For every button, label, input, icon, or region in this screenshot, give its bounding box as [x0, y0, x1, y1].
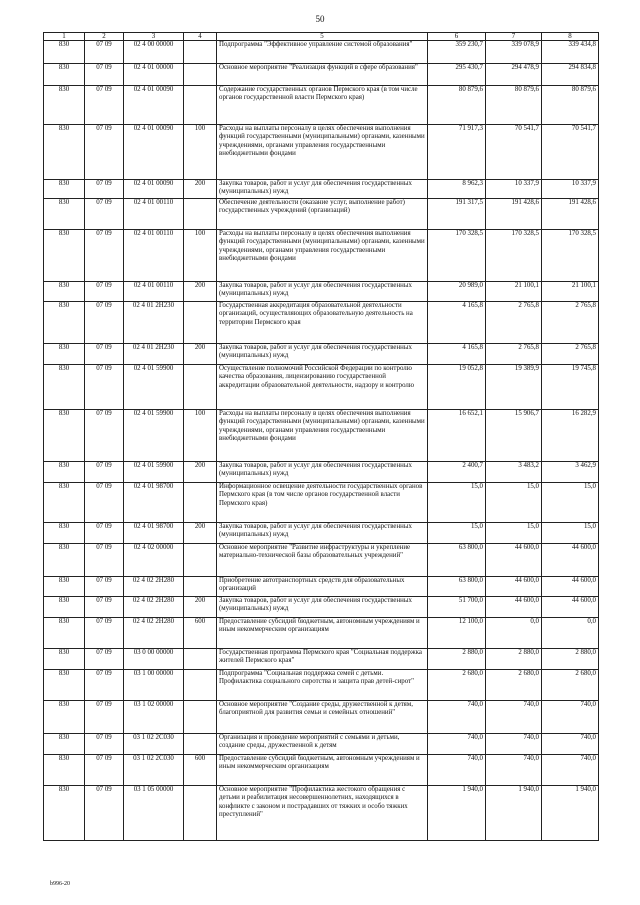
col-header-2: 2 — [85, 33, 124, 41]
amount-col8-cell: 0,0 — [542, 618, 599, 649]
item-name-cell: Закупка товаров, работ и услуг для обеспечения государственных (муниципальных) нужд — [217, 344, 428, 365]
section-code-cell: 07 09 — [85, 670, 124, 701]
header-row — [44, 33, 599, 41]
amount-col7-cell: 10 337,9 — [486, 180, 542, 199]
amount-col6-cell: 15,0 — [428, 523, 486, 544]
col-header-8: 8 — [542, 33, 599, 41]
expense-kind-cell: 200 — [184, 344, 217, 365]
amount-col6-cell: 1 940,0 — [428, 786, 486, 841]
section-code-cell: 07 09 — [85, 734, 124, 755]
table-row — [44, 462, 599, 483]
amount-col7-cell: 339 078,9 — [486, 41, 542, 64]
col-header-4: 4 — [184, 33, 217, 41]
expense-kind-cell — [184, 41, 217, 64]
amount-col8-cell: 740,0 — [542, 755, 599, 786]
item-name-cell: Содержание государственных органов Пермского края (в том числе органов государственной власти Пермского края) — [217, 86, 428, 125]
admin-code-cell: 830 — [44, 649, 85, 670]
amount-col8-cell: 44 600,0 — [542, 597, 599, 618]
target-article-cell: 03 1 05 00000 — [124, 786, 184, 841]
amount-col6-cell: 8 962,3 — [428, 180, 486, 199]
amount-col8-cell: 15,0 — [542, 483, 599, 523]
admin-code-cell: 830 — [44, 523, 85, 544]
admin-code-cell: 830 — [44, 64, 85, 86]
item-name-cell: Государственная программа Пермского края "Социальная поддержка жителей Пермского края" — [217, 649, 428, 670]
amount-col7-cell: 3 483,2 — [486, 462, 542, 483]
amount-col8-cell: 2 880,0 — [542, 649, 599, 670]
admin-code-cell: 830 — [44, 180, 85, 199]
expense-kind-cell — [184, 302, 217, 344]
amount-col7-cell: 44 600,0 — [486, 597, 542, 618]
expense-kind-cell: 100 — [184, 230, 217, 282]
target-article-cell: 02 4 01 00110 — [124, 199, 184, 230]
target-article-cell: 02 4 01 59900 — [124, 410, 184, 462]
amount-col7-cell: 19 389,9 — [486, 365, 542, 410]
amount-col7-cell: 70 541,7 — [486, 125, 542, 180]
item-name-cell: Основное мероприятие "Реализация функций в сфере образования" — [217, 64, 428, 86]
section-code-cell: 07 09 — [85, 523, 124, 544]
table-row — [44, 365, 599, 410]
admin-code-cell: 830 — [44, 577, 85, 597]
section-code-cell: 07 09 — [85, 365, 124, 410]
target-article-cell: 03 1 02 2С030 — [124, 734, 184, 755]
admin-code-cell: 830 — [44, 302, 85, 344]
amount-col6-cell: 51 700,0 — [428, 597, 486, 618]
footer-code: b996-20 — [50, 881, 70, 887]
col-header-6: 6 — [428, 33, 486, 41]
amount-col8-cell: 2 765,8 — [542, 344, 599, 365]
amount-col7-cell: 15,0 — [486, 483, 542, 523]
amount-col6-cell: 2 680,0 — [428, 670, 486, 701]
amount-col7-cell: 2 765,8 — [486, 344, 542, 365]
amount-col6-cell: 12 100,0 — [428, 618, 486, 649]
amount-col7-cell: 0,0 — [486, 618, 542, 649]
table-row — [44, 344, 599, 365]
table-row — [44, 701, 599, 734]
section-code-cell: 07 09 — [85, 199, 124, 230]
item-name-cell: Обеспечение деятельности (оказание услуг, выполнение работ) государственных учреждений (организаций) — [217, 199, 428, 230]
table-row — [44, 523, 599, 544]
amount-col6-cell: 63 800,0 — [428, 577, 486, 597]
table-row — [44, 282, 599, 302]
item-name-cell: Закупка товаров, работ и услуг для обеспечения государственных (муниципальных) нужд — [217, 523, 428, 544]
target-article-cell: 02 4 01 00110 — [124, 230, 184, 282]
expense-kind-cell: 200 — [184, 462, 217, 483]
amount-col7-cell: 15,0 — [486, 523, 542, 544]
target-article-cell: 03 1 02 00000 — [124, 701, 184, 734]
table-row — [44, 755, 599, 786]
target-article-cell: 02 4 01 59900 — [124, 462, 184, 483]
amount-col7-cell: 2 765,8 — [486, 302, 542, 344]
target-article-cell: 02 4 01 00090 — [124, 86, 184, 125]
admin-code-cell: 830 — [44, 86, 85, 125]
table-row — [44, 670, 599, 701]
expense-kind-cell — [184, 199, 217, 230]
table-row — [44, 86, 599, 125]
item-name-cell: Основное мероприятие "Профилактика жестокого обращения с детьми и реабилитация несовершеннолетних, находящихся в конфликте с законом и пострадавших от тяжких и особо тяжких преступлений" — [217, 786, 428, 841]
expense-kind-cell — [184, 64, 217, 86]
expense-kind-cell — [184, 649, 217, 670]
section-code-cell: 07 09 — [85, 649, 124, 670]
admin-code-cell: 830 — [44, 483, 85, 523]
amount-col8-cell: 170 328,5 — [542, 230, 599, 282]
target-article-cell: 03 1 00 00000 — [124, 670, 184, 701]
target-article-cell: 02 4 01 00110 — [124, 282, 184, 302]
table-body — [44, 41, 599, 841]
amount-col7-cell: 740,0 — [486, 734, 542, 755]
admin-code-cell: 830 — [44, 365, 85, 410]
amount-col7-cell: 191 428,6 — [486, 199, 542, 230]
amount-col8-cell: 80 879,6 — [542, 86, 599, 125]
target-article-cell: 02 4 02 2Н280 — [124, 618, 184, 649]
target-article-cell: 03 0 00 00000 — [124, 649, 184, 670]
col-header-1: 1 — [44, 33, 85, 41]
expense-kind-cell: 100 — [184, 125, 217, 180]
admin-code-cell: 830 — [44, 282, 85, 302]
item-name-cell: Основное мероприятие "Создание среды, дружественной к детям, благоприятной для развития семьи и семейных отношений" — [217, 701, 428, 734]
target-article-cell: 02 4 01 00000 — [124, 64, 184, 86]
table-row — [44, 618, 599, 649]
section-code-cell: 07 09 — [85, 577, 124, 597]
section-code-cell: 07 09 — [85, 282, 124, 302]
amount-col6-cell: 63 800,0 — [428, 544, 486, 577]
expense-kind-cell — [184, 544, 217, 577]
amount-col8-cell: 2 765,8 — [542, 302, 599, 344]
section-code-cell: 07 09 — [85, 483, 124, 523]
table-row — [44, 41, 599, 64]
amount-col8-cell: 740,0 — [542, 734, 599, 755]
target-article-cell: 02 4 02 2Н280 — [124, 597, 184, 618]
admin-code-cell: 830 — [44, 755, 85, 786]
amount-col8-cell: 16 282,9 — [542, 410, 599, 462]
amount-col7-cell: 21 100,1 — [486, 282, 542, 302]
item-name-cell: Расходы на выплаты персоналу в целях обеспечения выполнения функций государственными (муниципальными) органами, казенными учреждениями, органами управления государственными внебюджетными фондами — [217, 125, 428, 180]
page-number: 50 — [315, 14, 325, 24]
expense-kind-cell: 600 — [184, 755, 217, 786]
amount-col6-cell: 740,0 — [428, 734, 486, 755]
expense-kind-cell: 200 — [184, 597, 217, 618]
item-name-cell: Основное мероприятие "Развитие инфраструктуры и укрепление материально-технической базы образовательных учреждений" — [217, 544, 428, 577]
item-name-cell: Закупка товаров, работ и услуг для обеспечения государственных (муниципальных) нужд — [217, 597, 428, 618]
amount-col7-cell: 15 906,7 — [486, 410, 542, 462]
admin-code-cell: 830 — [44, 344, 85, 365]
expense-kind-cell — [184, 86, 217, 125]
expense-kind-cell: 100 — [184, 410, 217, 462]
amount-col6-cell: 740,0 — [428, 701, 486, 734]
admin-code-cell: 830 — [44, 462, 85, 483]
amount-col6-cell: 2 400,7 — [428, 462, 486, 483]
amount-col6-cell: 16 652,1 — [428, 410, 486, 462]
amount-col7-cell: 294 478,9 — [486, 64, 542, 86]
table-row — [44, 544, 599, 577]
expense-kind-cell: 600 — [184, 618, 217, 649]
admin-code-cell: 830 — [44, 230, 85, 282]
col-header-5: 5 — [217, 33, 428, 41]
amount-col6-cell: 71 917,3 — [428, 125, 486, 180]
table-row — [44, 786, 599, 841]
section-code-cell: 07 09 — [85, 462, 124, 483]
section-code-cell: 07 09 — [85, 302, 124, 344]
item-name-cell: Расходы на выплаты персоналу в целях обеспечения выполнения функций государственными (муниципальными) органами, казенными учреждениями, органами управления государственными внебюджетными фондами — [217, 230, 428, 282]
item-name-cell: Закупка товаров, работ и услуг для обеспечения государственных (муниципальных) нужд — [217, 282, 428, 302]
section-code-cell: 07 09 — [85, 410, 124, 462]
section-code-cell: 07 09 — [85, 64, 124, 86]
amount-col8-cell: 15,0 — [542, 523, 599, 544]
item-name-cell: Закупка товаров, работ и услуг для обеспечения государственных (муниципальных) нужд — [217, 180, 428, 199]
amount-col6-cell: 19 052,8 — [428, 365, 486, 410]
section-code-cell: 07 09 — [85, 755, 124, 786]
item-name-cell: Предоставление субсидий бюджетным, автономным учреждениям и иным некоммерческим организациям — [217, 618, 428, 649]
amount-col6-cell: 15,0 — [428, 483, 486, 523]
amount-col7-cell: 44 600,0 — [486, 577, 542, 597]
col-header-3: 3 — [124, 33, 184, 41]
item-name-cell: Организация и проведение мероприятий с семьями и детьми, создание среды, дружественной к детям — [217, 734, 428, 755]
amount-col8-cell: 19 745,8 — [542, 365, 599, 410]
admin-code-cell: 830 — [44, 597, 85, 618]
target-article-cell: 02 4 01 98700 — [124, 523, 184, 544]
admin-code-cell: 830 — [44, 734, 85, 755]
section-code-cell: 07 09 — [85, 544, 124, 577]
section-code-cell: 07 09 — [85, 125, 124, 180]
amount-col8-cell: 1 940,0 — [542, 786, 599, 841]
expense-kind-cell — [184, 670, 217, 701]
amount-col6-cell: 359 230,7 — [428, 41, 486, 64]
amount-col7-cell: 44 600,0 — [486, 544, 542, 577]
col-header-7: 7 — [486, 33, 542, 41]
amount-col8-cell: 2 680,0 — [542, 670, 599, 701]
amount-col6-cell: 191 317,5 — [428, 199, 486, 230]
section-code-cell: 07 09 — [85, 618, 124, 649]
target-article-cell: 03 1 02 2С030 — [124, 755, 184, 786]
expense-kind-cell: 200 — [184, 282, 217, 302]
target-article-cell: 02 4 01 59900 — [124, 365, 184, 410]
target-article-cell: 02 4 01 00090 — [124, 125, 184, 180]
amount-col6-cell: 295 430,7 — [428, 64, 486, 86]
item-name-cell: Подпрограмма "Эффективное управление системой образования" — [217, 41, 428, 64]
expense-kind-cell — [184, 365, 217, 410]
amount-col8-cell: 740,0 — [542, 701, 599, 734]
amount-col8-cell: 339 434,8 — [542, 41, 599, 64]
table-row — [44, 64, 599, 86]
item-name-cell: Приобретение автотранспортных средств для образовательных организаций — [217, 577, 428, 597]
section-code-cell: 07 09 — [85, 786, 124, 841]
admin-code-cell: 830 — [44, 199, 85, 230]
section-code-cell: 07 09 — [85, 180, 124, 199]
table-row — [44, 649, 599, 670]
expense-kind-cell — [184, 786, 217, 841]
item-name-cell: Осуществление полномочий Российской Федерации по контролю качества образования, лицензированию государственной аккредитации образовательной деятельности, надзору и контролю — [217, 365, 428, 410]
item-name-cell: Информационное освещение деятельности государственных органов Пермского края (в том числе органов государственной власти Пермского края) — [217, 483, 428, 523]
amount-col7-cell: 1 940,0 — [486, 786, 542, 841]
section-code-cell: 07 09 — [85, 230, 124, 282]
amount-col6-cell: 4 165,8 — [428, 302, 486, 344]
item-name-cell: Закупка товаров, работ и услуг для обеспечения государственных (муниципальных) нужд — [217, 462, 428, 483]
table-row — [44, 125, 599, 180]
admin-code-cell: 830 — [44, 410, 85, 462]
item-name-cell: Государственная аккредитация образовательной деятельности организаций, осуществляющих образовательную деятельность на территории Пермского края — [217, 302, 428, 344]
section-code-cell: 07 09 — [85, 86, 124, 125]
admin-code-cell: 830 — [44, 544, 85, 577]
target-article-cell: 02 4 02 00000 — [124, 544, 184, 577]
admin-code-cell: 830 — [44, 670, 85, 701]
expense-kind-cell — [184, 577, 217, 597]
target-article-cell: 02 4 02 2Н280 — [124, 577, 184, 597]
admin-code-cell: 830 — [44, 41, 85, 64]
target-article-cell: 02 4 00 00000 — [124, 41, 184, 64]
amount-col6-cell: 2 880,0 — [428, 649, 486, 670]
amount-col6-cell: 740,0 — [428, 755, 486, 786]
expense-kind-cell: 200 — [184, 180, 217, 199]
amount-col8-cell: 10 337,9 — [542, 180, 599, 199]
admin-code-cell: 830 — [44, 786, 85, 841]
table-row — [44, 230, 599, 282]
table-row — [44, 180, 599, 199]
table-row — [44, 410, 599, 462]
budget-table — [43, 32, 599, 841]
item-name-cell: Предоставление субсидий бюджетным, автономным учреждениям и иным некоммерческим организациям — [217, 755, 428, 786]
expense-kind-cell — [184, 483, 217, 523]
amount-col8-cell: 3 462,9 — [542, 462, 599, 483]
expense-kind-cell — [184, 701, 217, 734]
amount-col7-cell: 740,0 — [486, 701, 542, 734]
amount-col7-cell: 2 880,0 — [486, 649, 542, 670]
target-article-cell: 02 4 01 00090 — [124, 180, 184, 199]
section-code-cell: 07 09 — [85, 701, 124, 734]
expense-kind-cell — [184, 734, 217, 755]
table-row — [44, 199, 599, 230]
expense-kind-cell: 200 — [184, 523, 217, 544]
item-name-cell: Подпрограмма "Социальная поддержка семей с детьми. Профилактика социального сиротства и защита прав детей-сирот" — [217, 670, 428, 701]
section-code-cell: 07 09 — [85, 597, 124, 618]
table-row — [44, 483, 599, 523]
amount-col8-cell: 294 834,8 — [542, 64, 599, 86]
admin-code-cell: 830 — [44, 125, 85, 180]
amount-col7-cell: 2 680,0 — [486, 670, 542, 701]
section-code-cell: 07 09 — [85, 344, 124, 365]
amount-col8-cell: 44 600,0 — [542, 577, 599, 597]
admin-code-cell: 830 — [44, 618, 85, 649]
table-row — [44, 577, 599, 597]
amount-col7-cell: 80 879,6 — [486, 86, 542, 125]
table-row — [44, 597, 599, 618]
amount-col7-cell: 740,0 — [486, 755, 542, 786]
amount-col8-cell: 21 100,1 — [542, 282, 599, 302]
table-row — [44, 302, 599, 344]
section-code-cell: 07 09 — [85, 41, 124, 64]
amount-col8-cell: 44 600,0 — [542, 544, 599, 577]
amount-col6-cell: 170 328,5 — [428, 230, 486, 282]
amount-col6-cell: 4 165,8 — [428, 344, 486, 365]
amount-col8-cell: 70 541,7 — [542, 125, 599, 180]
table-row — [44, 734, 599, 755]
target-article-cell: 02 4 01 98700 — [124, 483, 184, 523]
admin-code-cell: 830 — [44, 701, 85, 734]
amount-col7-cell: 170 328,5 — [486, 230, 542, 282]
amount-col6-cell: 80 879,6 — [428, 86, 486, 125]
target-article-cell: 02 4 01 2Н230 — [124, 344, 184, 365]
item-name-cell: Расходы на выплаты персоналу в целях обеспечения выполнения функций государственными (муниципальными) органами, казенными учреждениями, органами управления государственными внебюджетными фондами — [217, 410, 428, 462]
amount-col8-cell: 191 428,6 — [542, 199, 599, 230]
target-article-cell: 02 4 01 2Н230 — [124, 302, 184, 344]
amount-col6-cell: 20 989,0 — [428, 282, 486, 302]
